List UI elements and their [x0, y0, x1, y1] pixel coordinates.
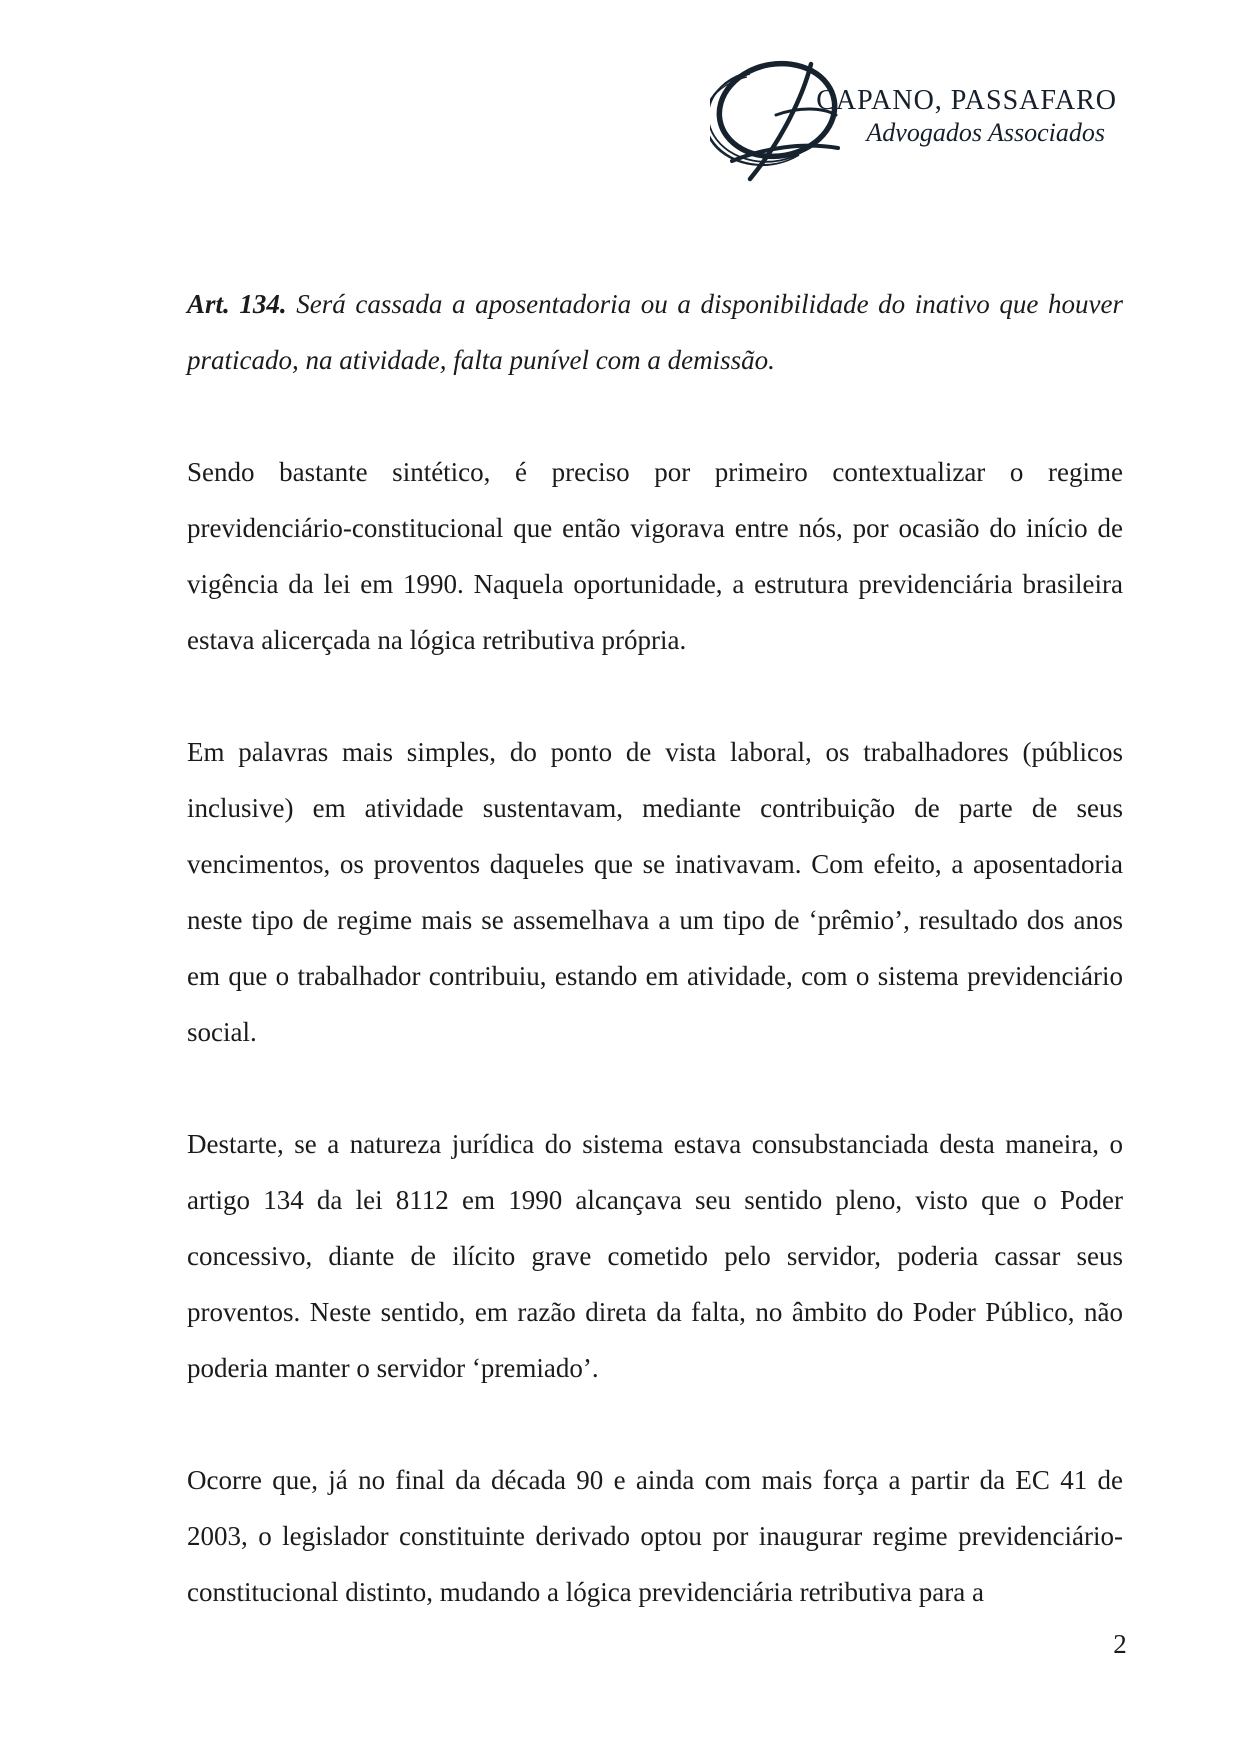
- firm-identity: [816, 86, 1117, 148]
- article-number: Art. 134.: [187, 289, 287, 319]
- article-text: Será cassada a aposentadoria ou a disponibilidade do inativo que houver praticado, na atividade, falta punível com a demissão.: [187, 289, 1124, 375]
- paragraph: Em palavras mais simples, do ponto de vista laboral, os trabalhadores (públicos inclusive) em atividade sustentavam, mediante contribuição de parte de seus vencimentos, os proventos daqueles que se inativavam. Com efeito, a aposentadoria neste tipo de regime mais se assemelhava a um tipo de ‘prêmio’, resultado dos anos em que o trabalhador contribuiu, estando em atividade, com o sistema previdenciário social.: [187, 737, 1123, 1047]
- paragraph: Sendo bastante sintético, é preciso por primeiro contextualizar o regime previdenciário-constitucional que então vigorava entre nós, por ocasião do início de vigência da lei em 1990. Naquela oportunidade, a estrutura previdenciária brasileira estava alicerçada na lógica retributiva própria.: [187, 457, 1123, 655]
- paragraph: Ocorre que, já no final da década 90 e ainda com mais força a partir da EC 41 de 2003, o legislador constituinte derivado optou por inaugurar regime previdenciário-constitucional distinto, mudando a lógica previdenciária retributiva para a: [187, 1465, 1123, 1607]
- letterhead: [0, 0, 1241, 200]
- firm-name: CAPANO, PASSAFARO: [816, 85, 1117, 116]
- article-quote: [187, 276, 1123, 388]
- paragraph: Destarte, se a natureza jurídica do sistema estava consubstanciada desta maneira, o artigo 134 da lei 8112 em 1990 alcançava seu sentido pleno, visto que o Poder concessivo, diante de ilícito grave cometido pelo servidor, poderia cassar seus proventos. Neste sentido, em razão direta da falta, no âmbito do Poder Público, não poderia manter o servidor ‘premiado’.: [187, 1129, 1123, 1383]
- document-body: [187, 276, 1123, 1676]
- page-number: 2: [1113, 1629, 1127, 1659]
- firm-subtitle: Advogados Associados: [866, 118, 1105, 148]
